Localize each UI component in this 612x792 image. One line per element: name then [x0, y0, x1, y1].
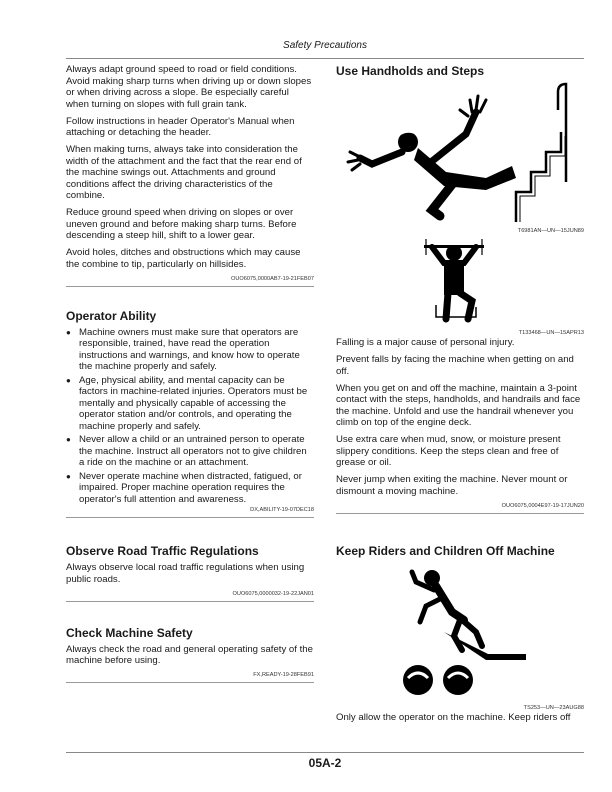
paragraph: Never jump when exiting the machine. Never mount or dismount a moving machine.	[336, 474, 568, 497]
section-heading: Observe Road Traffic Regulations	[66, 544, 259, 558]
paragraph: When making turns, always take into consideration the width of the attachment and the fact that the rear end of the machine swings out. Attachments and ground conditions affect the driving characteristics of the combine.	[66, 144, 302, 201]
right-column	[336, 64, 584, 729]
list-item: ● Never operate machine when distracted, fatigued, or impaired. Proper machine operation requires the operator's full attention and awareness.	[66, 471, 314, 506]
left-column	[66, 64, 314, 683]
paragraph: Falling is a major cause of personal injury.	[336, 337, 515, 348]
reference-code: OUO6075,0004E97-19-17JUN20	[336, 503, 584, 514]
rider-falling-illustration	[336, 562, 584, 702]
falling-person-illustration	[336, 82, 584, 224]
figure-caption: T133468—UN—15APR13	[518, 330, 584, 336]
bullet-list	[66, 327, 314, 506]
paragraph: Always adapt ground speed to road or field conditions. Avoid making sharp turns when driving up or down slopes or when driving across a slope. Be especially careful when turning on slopes with full grain tank.	[66, 64, 312, 110]
page-number: 05A-2	[308, 756, 342, 770]
paragraph: Prevent falls by facing the machine when getting on and off.	[336, 354, 574, 377]
section-heading: Keep Riders and Children Off Machine	[336, 543, 555, 558]
paragraph: Always observe local road traffic regulations when using public roads.	[66, 562, 305, 585]
reference-code: FX,READY-19-28FEB91	[66, 672, 314, 683]
list-item: ● Machine owners must make sure that operators are responsible, trained, have read the operation instructions and warnings, and know how to operate the machine properly and safely.	[66, 327, 314, 373]
paragraph: Only allow the operator on the machine. Keep riders off	[336, 712, 571, 723]
paragraph: Always check the road and general operating safety of the machine before using.	[66, 643, 313, 666]
section-heading: Check Machine Safety	[66, 625, 193, 640]
footer-divider	[66, 752, 584, 753]
paragraph: Reduce ground speed when driving on slopes or over uneven ground and before making sharp turns. Before descending a steep hill, shift to a lower gear.	[66, 207, 297, 241]
paragraph: Avoid holes, ditches and obstructions which may cause the combine to tip, particularly on hillsides.	[66, 247, 301, 270]
reference-code: OUO6075,0000AB7-19-21FEB07	[66, 276, 314, 287]
paragraph: When you get on and off the machine, maintain a 3-point contact with the steps, handholds, and handrails and face the machine. Unfold and use the handrail whenever you climb on top of the engine deck.	[336, 382, 581, 428]
list-item: ● Age, physical ability, and mental capacity can be factors in machine-related injuries. Operators must be mentally and physically capable of accessing the operator station and/or controls, and operating the machine properly and safely.	[66, 375, 314, 433]
paragraph: Follow instructions in header Operator's Manual when attaching or detaching the header.	[66, 115, 295, 138]
figure-caption: TS253—UN—23AUG88	[523, 705, 584, 711]
paragraph: Use extra care when mud, snow, or moisture present slippery conditions. Keep the steps clean and free of grease or oil.	[336, 434, 561, 468]
reference-code: DX,ABILITY-19-07DEC18	[66, 507, 314, 518]
header-divider	[66, 58, 584, 59]
page-header: Safety Precautions	[283, 40, 367, 51]
figure-caption: T6981AN—UN—15JUN89	[517, 227, 584, 234]
reference-code: OUO6075,0000032-19-22JAN01	[66, 591, 314, 602]
list-item: ● Never allow a child or an untrained person to operate the machine. Instruct all operators not to give children a ride on the machine or an attachment.	[66, 434, 314, 469]
section-heading: Operator Ability	[66, 308, 157, 323]
three-point-contact-illustration	[336, 235, 584, 327]
section-heading: Use Handholds and Steps	[336, 64, 485, 78]
